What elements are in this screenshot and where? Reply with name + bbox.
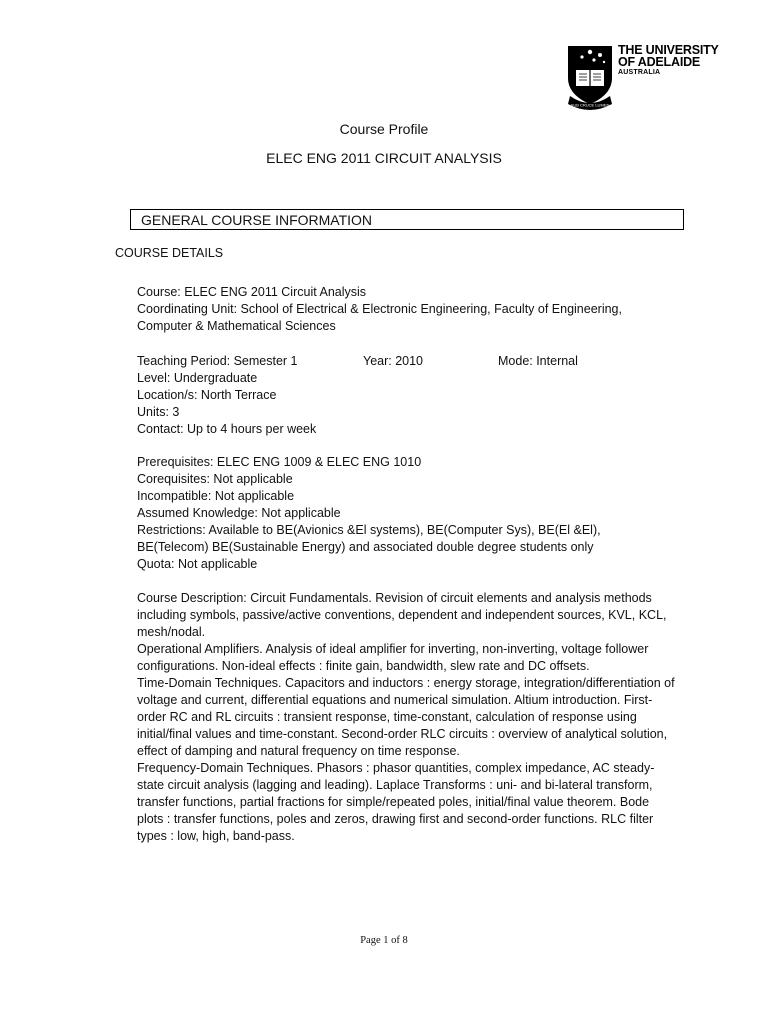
description-line: effect of damping and natural frequency on time response. (137, 744, 460, 758)
course-details-block (137, 284, 697, 335)
course-line: Course: ELEC ENG 2011 Circuit Analysis (137, 285, 367, 299)
description-line: Course Description: Circuit Fundamentals. Revision of circuit elements and analysis methods (137, 591, 652, 605)
description-line: plots : transfer functions, poles and zeros, drawing first and second-order functions. RLC filter (137, 812, 654, 826)
university-name (618, 44, 719, 68)
course-title: ELEC ENG 2011 CIRCUIT ANALYSIS (266, 150, 502, 166)
contact: Contact: Up to 4 hours per week (137, 422, 317, 436)
restrictions-line-1: Restrictions: Available to BE(Avionics &El systems), BE(Computer Sys), BE(El &El), (137, 523, 601, 537)
description-line: initial/final values and time-constant. Second-order RLC circuits : overview of analytical solution, (137, 727, 668, 741)
motto-ribbon (566, 44, 614, 112)
requirements-block (137, 454, 697, 573)
teaching-details-block (137, 353, 697, 438)
page-title: Course Profile (339, 121, 429, 137)
university-country: AUSTRALIA (618, 69, 661, 76)
level: Level: Undergraduate (137, 371, 258, 385)
description-line: configurations. Non-ideal effects : finite gain, bandwidth, slew rate and DC offsets. (137, 659, 590, 673)
description-line: state circuit analysis (lagging and leading). Laplace Transforms : uni- and bi-lateral transform, (137, 778, 653, 792)
teaching-period: Teaching Period: Semester 1 (137, 354, 298, 368)
description-line: voltage and current, differential equations and numerical simulation. Altium introduction. First- (137, 693, 653, 707)
coordinating-unit-line-2: Computer & Mathematical Sciences (137, 319, 336, 333)
units: Units: 3 (137, 405, 180, 419)
motto-text: SUB CRUCE LUMEN (570, 102, 610, 108)
assumed-knowledge: Assumed Knowledge: Not applicable (137, 506, 341, 520)
mode: Mode: Internal (498, 354, 578, 368)
university-logo (566, 44, 726, 112)
location: Location/s: North Terrace (137, 388, 277, 402)
description-line: Operational Amplifiers. Analysis of ideal amplifier for inverting, non-inverting, voltage follower (137, 642, 649, 656)
coordinating-unit-line-1: Coordinating Unit: School of Electrical & Electronic Engineering, Faculty of Engineering, (137, 302, 622, 316)
section-heading-box: GENERAL COURSE INFORMATION (130, 209, 684, 230)
prerequisites: Prerequisites: ELEC ENG 1009 & ELEC ENG 1010 (137, 455, 422, 469)
quota: Quota: Not applicable (137, 557, 258, 571)
description-line: transfer functions, partial fractions for simple/repeated poles, initial/final value theorem. Bode (137, 795, 650, 809)
incompatible: Incompatible: Not applicable (137, 489, 295, 503)
description-line: including symbols, passive/active conventions, dependent and independent sources, KVL, KCL, (137, 608, 667, 622)
university-name-line-1: THE UNIVERSITY (618, 43, 719, 57)
page-number: Page 1 of 8 (360, 935, 408, 946)
corequisites: Corequisites: Not applicable (137, 472, 293, 486)
period-row (137, 353, 697, 370)
description-line: Frequency-Domain Techniques. Phasors : phasor quantities, complex impedance, AC steady- (137, 761, 655, 775)
course-description (137, 590, 717, 845)
university-name-line-2: OF ADELAIDE (618, 55, 701, 69)
description-line: mesh/nodal. (137, 625, 206, 639)
description-line: order RC and RL circuits : transient response, time-constant, calculation of response using (137, 710, 637, 724)
course-details-heading: COURSE DETAILS (115, 246, 224, 260)
description-line: types : low, high, band-pass. (137, 829, 295, 843)
year: Year: 2010 (363, 354, 424, 368)
restrictions-line-2: BE(Telecom) BE(Sustainable Energy) and associated double degree students only (137, 540, 594, 554)
description-line: Time-Domain Techniques. Capacitors and inductors : energy storage, integration/differentiation of (137, 676, 675, 690)
